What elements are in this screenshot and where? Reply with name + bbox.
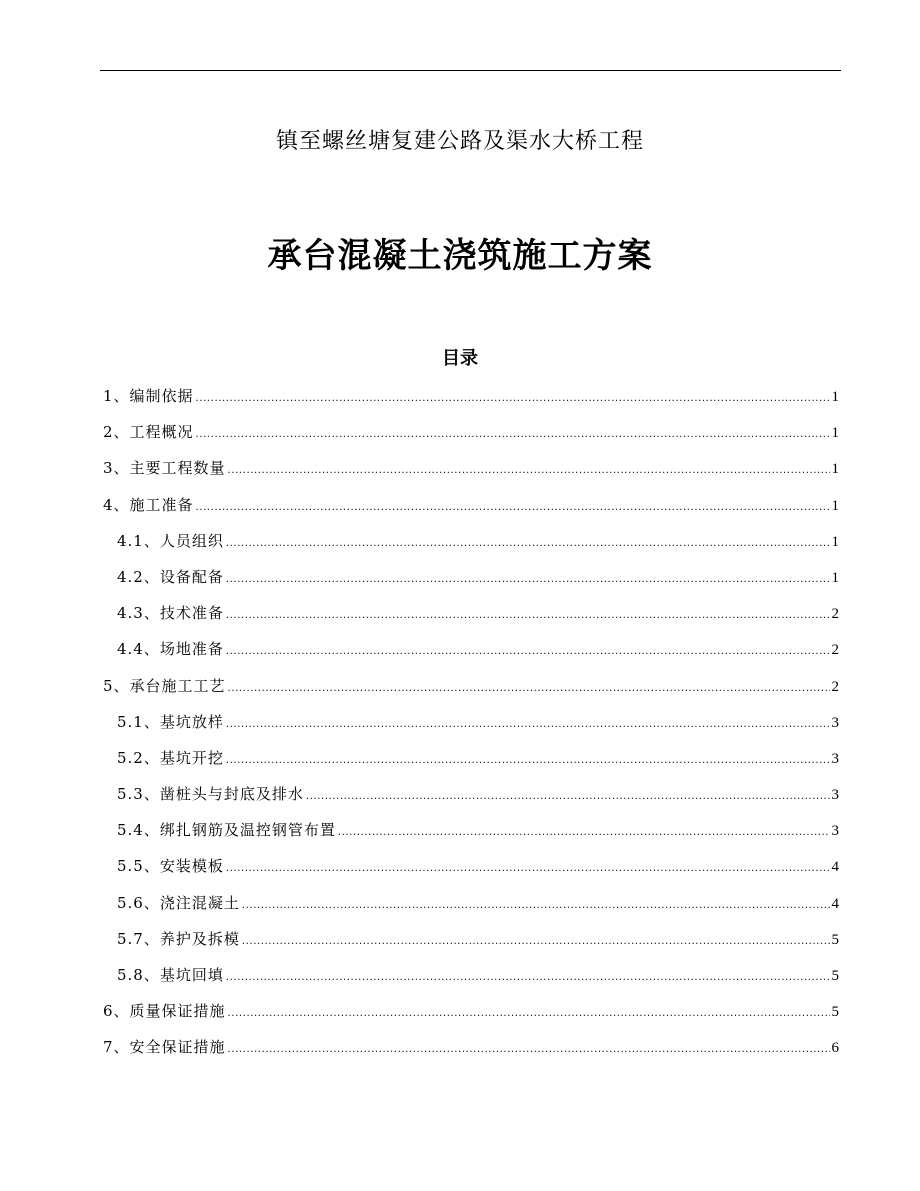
toc-entry-page: 3 [831, 714, 839, 731]
toc-entry-label: 5.6、浇注混凝土 [117, 893, 240, 912]
toc-entry-label: 5.7、养护及拆模 [117, 929, 240, 948]
toc-dot-leader [196, 385, 830, 413]
toc-entry-label: 5.2、基坑开挖 [117, 748, 224, 767]
toc-dot-leader [226, 711, 830, 739]
toc-entry-page: 6 [831, 1040, 839, 1057]
toc-dot-leader [226, 964, 830, 992]
toc-entry-page: 3 [831, 750, 839, 767]
header-rule [100, 70, 841, 71]
toc-dot-leader [226, 602, 830, 630]
toc-entry-label: 3、主要工程数量 [103, 459, 226, 478]
toc-entry[interactable] [103, 672, 839, 708]
toc-entry-label: 4.3、技术准备 [117, 604, 224, 623]
document-title: 承台混凝土浇筑施工方案 [267, 236, 653, 276]
toc-dot-leader [196, 421, 830, 449]
toc-entry[interactable] [103, 961, 839, 997]
toc-entry-label: 4.2、设备配备 [117, 567, 224, 586]
toc-entry-page: 1 [831, 389, 839, 405]
toc-dot-leader [306, 783, 830, 811]
toc-entry-page: 5 [831, 968, 839, 984]
toc-entry-page: 5 [831, 931, 839, 948]
toc-entry-label: 1、编制依据 [103, 387, 194, 405]
toc-entry-page: 2 [831, 606, 839, 623]
toc-entry[interactable] [103, 708, 839, 744]
toc-entry-page: 1 [831, 497, 839, 514]
toc-entry[interactable] [103, 563, 839, 599]
toc-entry[interactable] [103, 635, 839, 671]
toc-dot-leader [228, 1000, 830, 1028]
toc-entry-label: 7、安全保证措施 [103, 1038, 226, 1057]
toc-entry[interactable] [103, 816, 839, 852]
toc-dot-leader [228, 457, 830, 485]
toc-dot-leader [226, 855, 830, 883]
toc-entry[interactable] [103, 925, 839, 961]
toc-entry-label: 5.5、安装模板 [117, 857, 224, 876]
toc-dot-leader [196, 494, 830, 522]
toc-dot-leader [228, 1036, 830, 1064]
toc-entry[interactable] [103, 780, 839, 816]
toc-entry[interactable] [103, 382, 839, 418]
toc-entry-page: 4 [831, 895, 839, 912]
toc-entry-label: 4.1、人员组织 [117, 531, 224, 550]
toc-entry[interactable] [103, 491, 839, 527]
toc-entry[interactable] [103, 454, 839, 490]
toc-entry-page: 1 [831, 461, 839, 478]
toc-entry-page: 3 [831, 823, 839, 840]
toc-entry-label: 2、工程概况 [103, 423, 194, 442]
toc-entry[interactable] [103, 997, 839, 1033]
toc-dot-leader [242, 928, 830, 956]
toc-entry-page: 1 [831, 569, 839, 586]
toc-entry-page: 2 [831, 678, 839, 695]
toc-entry-page: 1 [831, 425, 839, 442]
toc-entry[interactable] [103, 418, 839, 454]
project-title: 镇至螺丝塘复建公路及渠水大桥工程 [275, 129, 644, 154]
toc-dot-leader [226, 747, 830, 775]
toc-entry[interactable] [103, 889, 839, 925]
toc-entry-page: 2 [831, 642, 839, 659]
toc-dot-leader [228, 675, 830, 703]
table-of-contents [103, 382, 839, 1070]
toc-entry[interactable] [103, 852, 839, 888]
toc-entry-page: 3 [831, 787, 839, 804]
toc-entry-label: 6、质量保证措施 [103, 1002, 226, 1021]
toc-entry-label: 5.3、凿桩头与封底及排水 [117, 785, 304, 804]
toc-entry-label: 5.1、基坑放样 [117, 712, 224, 731]
toc-entry-label: 5.8、基坑回填 [117, 966, 224, 984]
toc-entry[interactable] [103, 1033, 839, 1069]
toc-entry-label: 4.4、场地准备 [117, 640, 224, 659]
toc-dot-leader [226, 566, 830, 594]
toc-dot-leader [242, 892, 830, 920]
toc-entry[interactable] [103, 527, 839, 563]
toc-heading: 目录 [442, 348, 478, 369]
toc-entry-label: 4、施工准备 [103, 495, 194, 514]
toc-entry-label: 5.4、绑扎钢筋及温控钢管布置 [117, 821, 336, 840]
toc-entry-page: 4 [831, 859, 839, 876]
toc-entry-label: 5、承台施工工艺 [103, 676, 226, 695]
toc-entry[interactable] [103, 599, 839, 635]
toc-entry[interactable] [103, 744, 839, 780]
toc-dot-leader [226, 530, 830, 558]
toc-dot-leader [226, 638, 830, 666]
toc-dot-leader [338, 819, 830, 847]
toc-entry-page: 1 [831, 533, 839, 550]
toc-entry-page: 5 [831, 1004, 839, 1021]
